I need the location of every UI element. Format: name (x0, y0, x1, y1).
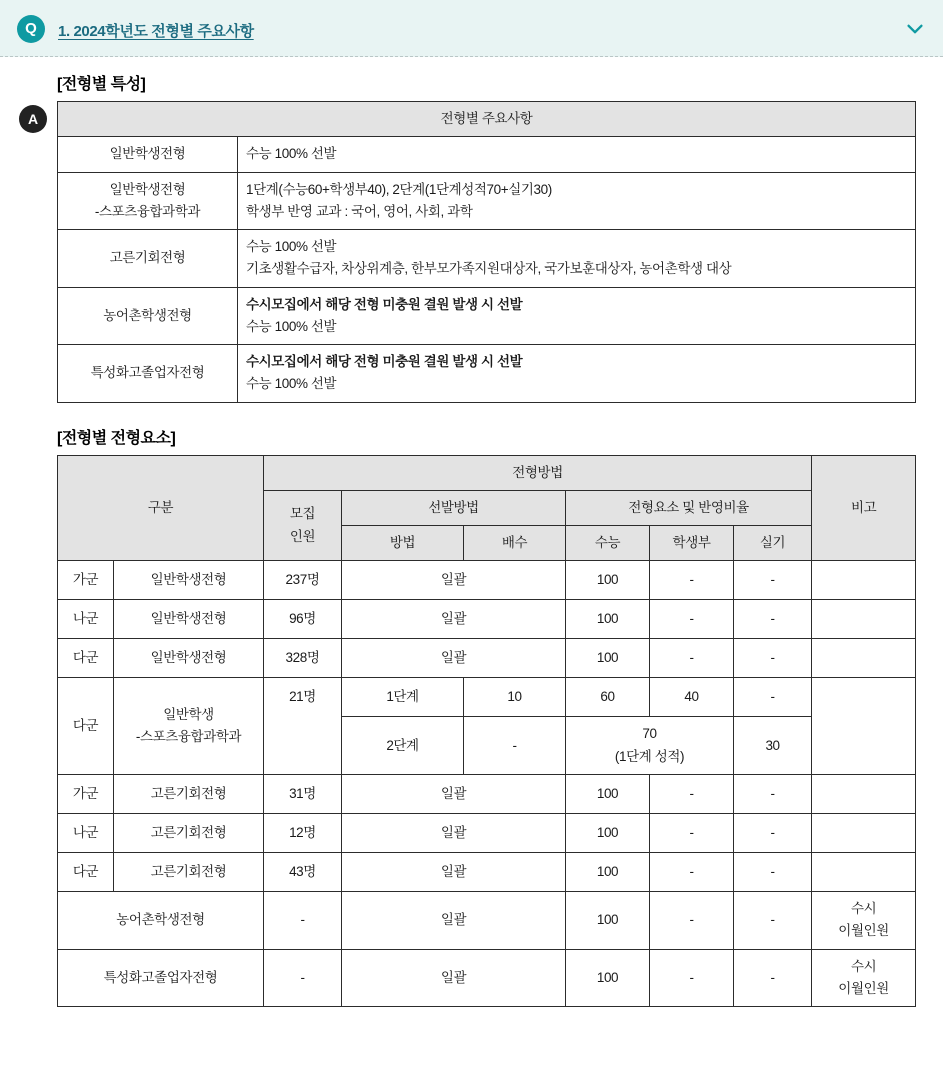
type-cell: 고른기회전형 (114, 852, 264, 891)
header-quota (264, 490, 342, 561)
type-cell: 고른기회전형 (114, 774, 264, 813)
method-cell: 일괄 (342, 949, 566, 1007)
remark-line: 이월인원 (838, 980, 889, 996)
method-cell: 일괄 (342, 891, 566, 949)
method-cell: 일괄 (342, 600, 566, 639)
detail-line: 수능 100% 선발 (246, 376, 337, 392)
remark-cell (812, 600, 916, 639)
admission-type-cell (58, 345, 238, 403)
practical-cell: 30 (734, 717, 812, 775)
group-cell: 다군 (58, 852, 114, 891)
admission-detail-cell (238, 137, 916, 172)
header-multiple: 배수 (464, 526, 566, 561)
faq-title[interactable]: 1. 2024학년도 전형별 주요사항 (58, 23, 254, 40)
remark-line: 이월인원 (838, 923, 889, 939)
detail-line: 수능 100% 선발 (246, 239, 337, 255)
characteristics-table (57, 101, 916, 403)
method-cell: 일괄 (342, 774, 566, 813)
remark-line: 수시 (850, 958, 877, 974)
detail-line-emphasis: 수시모집에서 해당 전형 미충원 결원 발생 시 선발 (246, 354, 523, 370)
admission-type-line: 고른기회전형 (109, 250, 186, 266)
detail-line: 학생부 반영 교과 : 국어, 영어, 사회, 과학 (246, 203, 473, 219)
quota-cell: - (264, 949, 342, 1007)
quota-cell: 12명 (264, 813, 342, 852)
admission-type-line: 농어촌학생전형 (103, 307, 192, 323)
practical-cell: - (734, 949, 812, 1007)
remark-cell (812, 891, 916, 949)
faq-answer-body (0, 57, 943, 1021)
admission-type-line: 특성화고졸업자전형 (90, 365, 205, 381)
header-method: 방법 (342, 526, 464, 561)
remark-cell (812, 774, 916, 813)
table-row (58, 345, 916, 403)
remark-cell (812, 852, 916, 891)
practical-cell: - (734, 813, 812, 852)
practical-cell: - (734, 600, 812, 639)
admission-detail-cell (238, 345, 916, 403)
admission-detail-cell (238, 172, 916, 230)
suneung-cell: 100 (566, 891, 650, 949)
suneung-cell: 60 (566, 678, 650, 717)
type-cell: 일반학생전형 (114, 600, 264, 639)
admission-type-cell (58, 287, 238, 345)
header-school-record: 학생부 (650, 526, 734, 561)
school-record-cell: - (650, 774, 734, 813)
group-cell: 나군 (58, 813, 114, 852)
admission-type-line: 일반학생전형 (109, 146, 186, 162)
school-record-cell: - (650, 561, 734, 600)
table-row (58, 287, 916, 345)
table-row (58, 813, 916, 852)
table-header-row (58, 455, 916, 490)
table-row (58, 600, 916, 639)
suneung-cell: 100 (566, 774, 650, 813)
method-cell: 일괄 (342, 852, 566, 891)
table-header-row (58, 102, 916, 137)
method-cell: 2단계 (342, 717, 464, 775)
table-row (58, 230, 916, 288)
admission-detail-cell (238, 287, 916, 345)
faq-question-header[interactable] (0, 0, 943, 57)
admission-type-cell (58, 137, 238, 172)
remark-cell (812, 678, 916, 775)
method-cell: 일괄 (342, 561, 566, 600)
type-cell: 농어촌학생전형 (58, 891, 264, 949)
question-badge: Q (17, 15, 45, 43)
factors-table-wrap (0, 455, 943, 1007)
header-factors-ratio: 전형요소 및 반영비율 (566, 490, 812, 525)
table-row (58, 891, 916, 949)
group-cell: 가군 (58, 561, 114, 600)
admission-type-cell (58, 172, 238, 230)
admission-detail-cell (238, 230, 916, 288)
method-cell: 일괄 (342, 813, 566, 852)
admission-type-line: 일반학생전형 (109, 181, 186, 197)
type-cell: 고른기회전형 (114, 813, 264, 852)
table-row-sports-stage1 (58, 678, 916, 717)
chevron-down-icon[interactable] (904, 18, 926, 40)
practical-cell: - (734, 852, 812, 891)
header-quota-line: 모집 (289, 506, 316, 522)
practical-cell: - (734, 678, 812, 717)
type-cell (114, 678, 264, 775)
method-cell: 1단계 (342, 678, 464, 717)
characteristics-table-title: 전형별 주요사항 (58, 102, 916, 137)
remark-cell (812, 813, 916, 852)
answer-badge: A (19, 105, 47, 133)
group-cell: 다군 (58, 639, 114, 678)
combined-score-cell (566, 717, 734, 775)
header-remark: 비고 (812, 455, 916, 561)
combined-score-value: 70 (642, 726, 657, 742)
practical-cell: - (734, 561, 812, 600)
group-cell: 다군 (58, 678, 114, 775)
school-record-cell: - (650, 949, 734, 1007)
suneung-cell: 100 (566, 813, 650, 852)
detail-line-emphasis: 수시모집에서 해당 전형 미충원 결원 발생 시 선발 (246, 296, 523, 312)
header-practical: 실기 (734, 526, 812, 561)
group-cell: 나군 (58, 600, 114, 639)
quota-cell: 21명 (264, 678, 342, 775)
school-record-cell: - (650, 639, 734, 678)
practical-cell: - (734, 891, 812, 949)
detail-line: 수능 100% 선발 (246, 146, 337, 162)
suneung-cell: 100 (566, 852, 650, 891)
practical-cell: - (734, 774, 812, 813)
table-row (58, 172, 916, 230)
table-row (58, 949, 916, 1007)
factors-table (57, 455, 916, 1007)
quota-cell: 43명 (264, 852, 342, 891)
quota-cell: 96명 (264, 600, 342, 639)
characteristics-table-wrap (0, 101, 943, 403)
remark-cell (812, 639, 916, 678)
suneung-cell: 100 (566, 600, 650, 639)
quota-cell: 237명 (264, 561, 342, 600)
table-row (58, 639, 916, 678)
quota-cell: - (264, 891, 342, 949)
detail-line: 1단계(수능60+학생부40), 2단계(1단계성적70+실기30) (246, 181, 552, 197)
remark-line: 수시 (850, 900, 877, 916)
table-row (58, 137, 916, 172)
quota-cell: 31명 (264, 774, 342, 813)
table-row (58, 774, 916, 813)
table-row (58, 561, 916, 600)
section-heading-factors: [전형별 전형요소] (57, 429, 176, 447)
section-heading-characteristics: [전형별 특성] (57, 76, 146, 93)
method-cell: 일괄 (342, 639, 566, 678)
type-line: -스포츠융합과학과 (135, 729, 242, 745)
group-cell: 가군 (58, 774, 114, 813)
suneung-cell: 100 (566, 561, 650, 600)
type-cell: 특성화고졸업자전형 (58, 949, 264, 1007)
header-suneung: 수능 (566, 526, 650, 561)
admission-type-line: -스포츠융합과학과 (94, 203, 201, 219)
school-record-cell: - (650, 600, 734, 639)
suneung-cell: 100 (566, 949, 650, 1007)
header-selection-method: 선발방법 (342, 490, 566, 525)
multiple-cell: 10 (464, 678, 566, 717)
detail-line: 수능 100% 선발 (246, 318, 337, 334)
practical-cell: - (734, 639, 812, 678)
school-record-cell: - (650, 852, 734, 891)
table-row (58, 852, 916, 891)
school-record-cell: 40 (650, 678, 734, 717)
combined-score-note: (1단계 성적) (614, 748, 685, 764)
type-cell: 일반학생전형 (114, 561, 264, 600)
quota-cell: 328명 (264, 639, 342, 678)
header-gubun: 구분 (58, 455, 264, 561)
remark-cell (812, 949, 916, 1007)
suneung-cell: 100 (566, 639, 650, 678)
type-line: 일반학생 (163, 706, 214, 722)
admission-type-cell (58, 230, 238, 288)
type-cell: 일반학생전형 (114, 639, 264, 678)
school-record-cell: - (650, 891, 734, 949)
remark-cell (812, 561, 916, 600)
detail-line: 기초생활수급자, 차상위계층, 한부모가족지원대상자, 국가보훈대상자, 농어촌학생 대상 (246, 261, 732, 277)
school-record-cell: - (650, 813, 734, 852)
header-quota-line: 인원 (289, 528, 316, 544)
multiple-cell: - (464, 717, 566, 775)
header-method-group: 전형방법 (264, 455, 812, 490)
